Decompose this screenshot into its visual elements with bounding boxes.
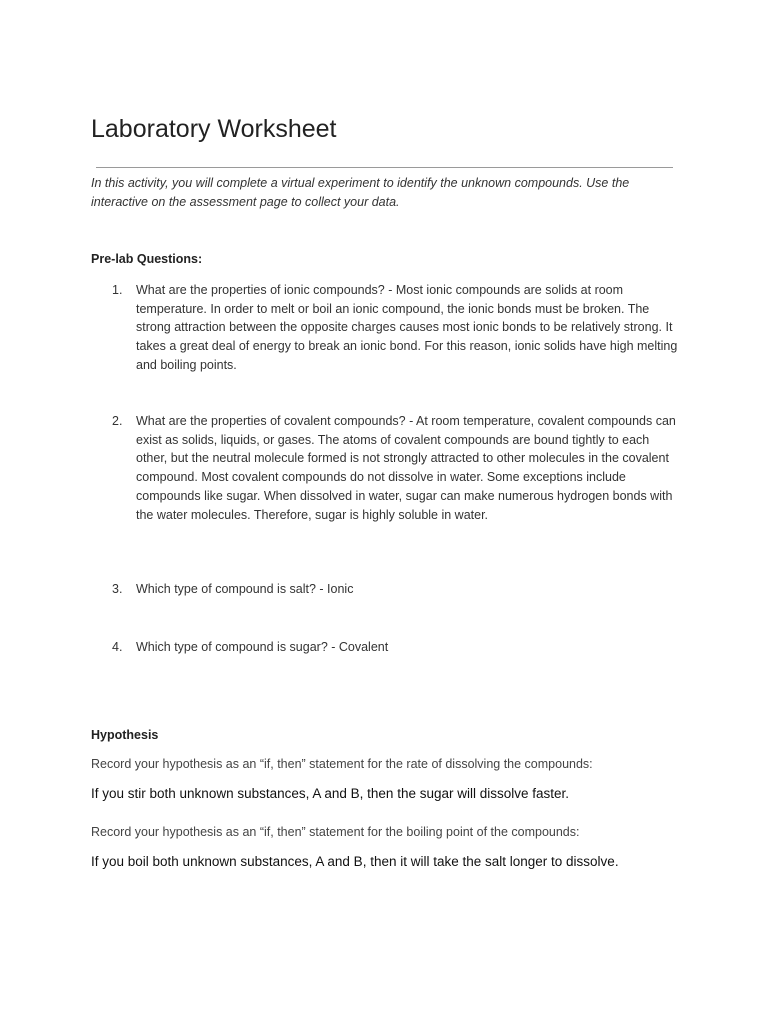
question-text: What are the properties of ionic compounds? - Most ionic compounds are solids at room temperature. In order to melt or boil an ionic compound, the ionic bonds must be broken. The strong attraction between the opposite charges causes most ionic bonds to be relatively strong. It takes a great deal of energy to break an ionic bond. For this reason, ionic solids have high melting and boiling points. [136, 283, 678, 372]
question-text: Which type of compound is sugar? - Covalent [136, 640, 389, 654]
title-divider [96, 167, 673, 168]
page-title: Laboratory Worksheet [91, 115, 337, 143]
hypothesis-heading: Hypothesis [91, 728, 159, 742]
dissolving-prompt: Record your hypothesis as an “if, then” statement for the rate of dissolving the compounds: [91, 757, 593, 771]
question-number: 2. [112, 414, 123, 428]
intro-paragraph: In this activity, you will complete a virtual experiment to identify the unknown compounds. Use the interactive on the assessment page to collect your data. [91, 176, 630, 209]
question-text: Which type of compound is salt? - Ionic [136, 582, 354, 596]
boiling-answer[interactable]: If you boil both unknown substances, A and B, then it will take the salt longer to dissolve. [91, 854, 619, 869]
question-number: 4. [112, 640, 123, 654]
dissolving-answer[interactable]: If you stir both unknown substances, A and B, then the sugar will dissolve faster. [91, 786, 570, 801]
question-number: 3. [112, 582, 123, 596]
prelab-heading: Pre-lab Questions: [91, 252, 203, 266]
boiling-prompt: Record your hypothesis as an “if, then” statement for the boiling point of the compounds: [91, 825, 580, 839]
question-text: What are the properties of covalent compounds? - At room temperature, covalent compounds can exist as solids, liquids, or gases. The atoms of covalent compounds are bound tightly to each other, but the neutral molecule formed is not strongly attracted to other molecules in the covalent compound. Most covalent compounds do not dissolve in water. Some exceptions include compounds like sugar. When dissolved in water, sugar can make numerous hydrogen bonds with the water molecules. Therefore, sugar is highly soluble in water. [136, 414, 676, 522]
question-number: 1. [112, 283, 123, 297]
